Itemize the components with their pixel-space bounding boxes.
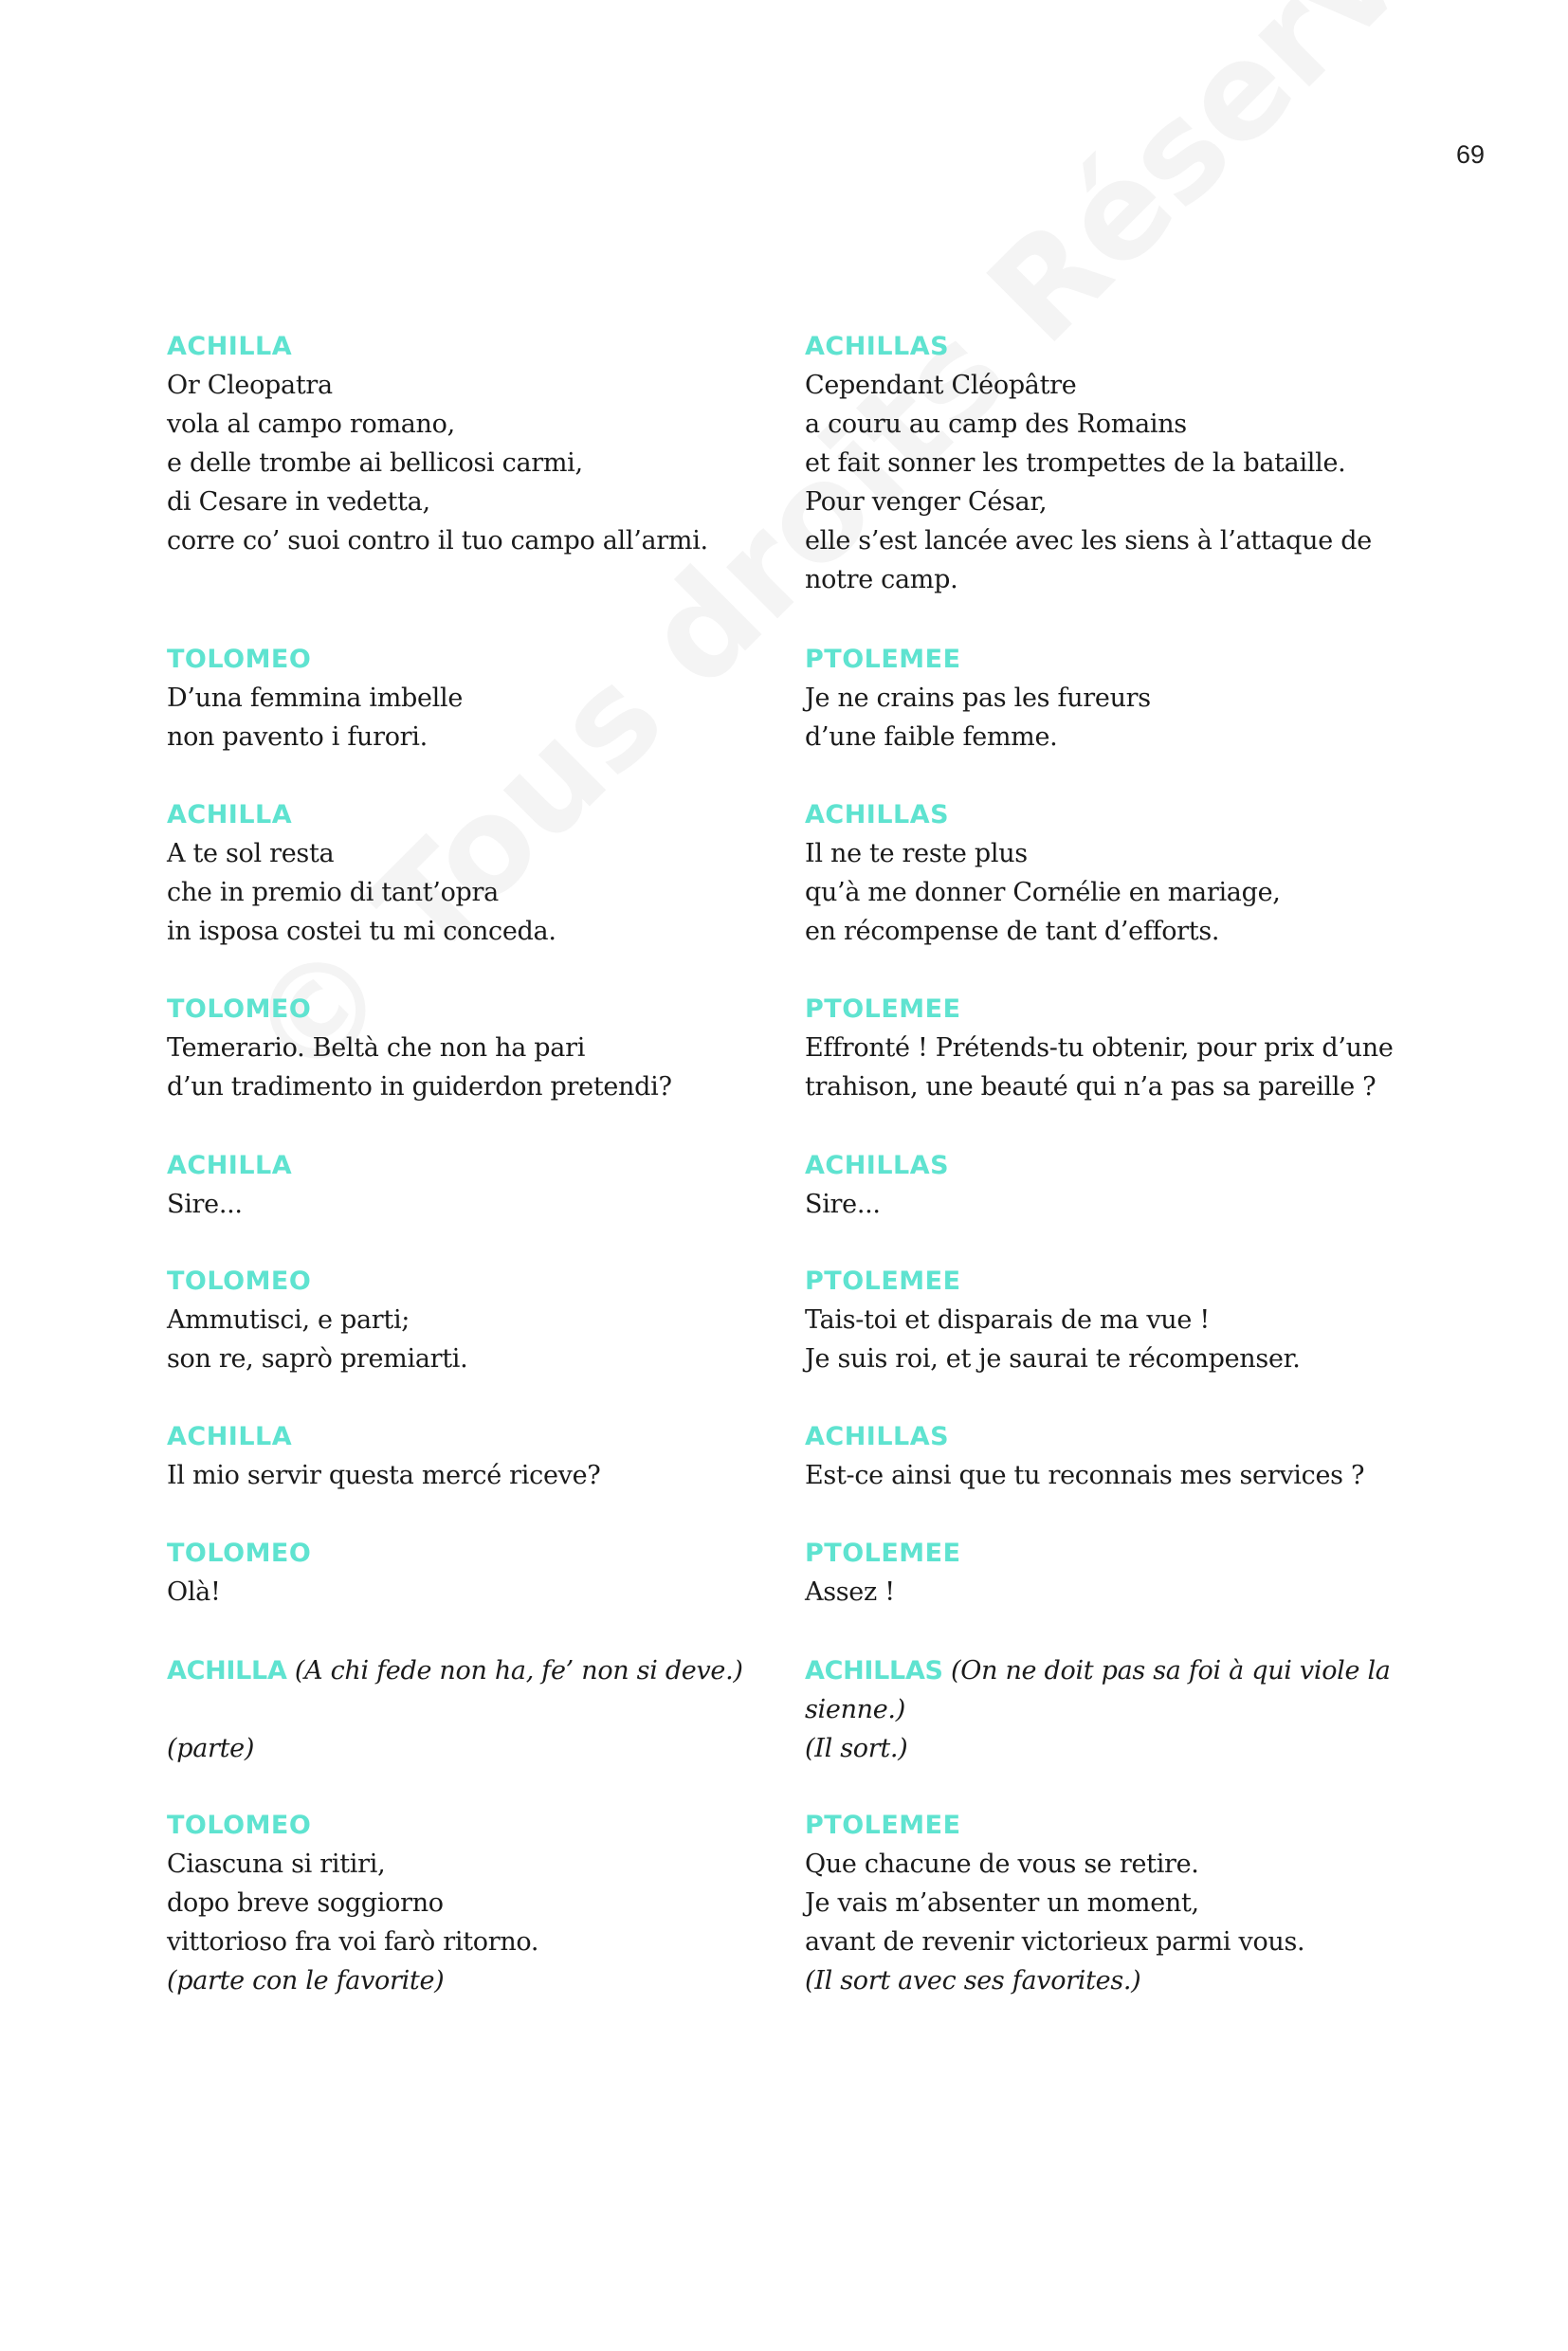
- dialogue-block: [167, 1263, 755, 1378]
- speaker-name: PTOLEMEE: [805, 994, 961, 1024]
- verse-line: Tais-toi et disparais de ma vue !: [805, 1305, 1210, 1335]
- dialogue-block: [167, 1418, 755, 1495]
- dialogue-block: [167, 1535, 755, 1612]
- verse-line: avant de revenir victorieux parmi vous.: [805, 1927, 1305, 1957]
- verse-line: non pavento i furori.: [167, 722, 428, 752]
- speaker-name: ACHILLAS: [805, 1656, 943, 1686]
- dialogue-block: [805, 328, 1421, 599]
- verse-line: corre co’ suoi contro il tuo campo all’armi.: [167, 526, 708, 556]
- verse-line: di Cesare in vedetta,: [167, 487, 430, 517]
- verse-line: in isposa costei tu mi conceda.: [167, 917, 556, 946]
- verse-line: et fait sonner les trompettes de la bataille.: [805, 448, 1346, 478]
- speaker-name: PTOLEMEE: [805, 1539, 961, 1568]
- dialogue-block: [167, 991, 755, 1106]
- speaker-name: ACHILLAS: [805, 800, 950, 829]
- aside-text: (On ne doit pas sa foi à qui viole la sienne.): [805, 1656, 1391, 1724]
- dialogue-block: [167, 1807, 755, 2000]
- speaker-name: ACHILLA: [167, 1422, 293, 1451]
- dialogue-block: [167, 1651, 755, 1768]
- verse-line: Sire...: [167, 1190, 243, 1219]
- aside-text: (A chi fede non ha, fe’ non si deve.): [294, 1656, 743, 1686]
- verse-line: son re, saprò premiarti.: [167, 1344, 468, 1374]
- dialogue-block: [805, 796, 1421, 951]
- verse-line: A te sol resta: [167, 839, 335, 868]
- speaker-name: TOLOMEO: [167, 1267, 312, 1296]
- stage-direction: (Il sort.): [805, 1734, 908, 1763]
- dialogue-block: [167, 796, 755, 951]
- aside-line: [167, 1651, 755, 1690]
- speaker-name: ACHILLAS: [805, 1151, 950, 1180]
- verse-line: e delle trombe ai bellicosi carmi,: [167, 448, 583, 478]
- speaker-name: TOLOMEO: [167, 1539, 312, 1568]
- verse-line: Ciascuna si ritiri,: [167, 1850, 386, 1879]
- speaker-name: TOLOMEO: [167, 994, 312, 1024]
- dialogue-block: [805, 1807, 1421, 2000]
- dialogue-block: [805, 1147, 1421, 1224]
- verse-line: qu’à me donner Cornélie en mariage,: [805, 878, 1281, 907]
- verse-line: vola al campo romano,: [167, 410, 455, 439]
- speaker-name: TOLOMEO: [167, 645, 312, 674]
- dialogue-block: [805, 991, 1421, 1106]
- speaker-name: ACHILLA: [167, 1656, 287, 1686]
- stage-direction: (parte): [167, 1734, 255, 1763]
- dialogue-block: [805, 1263, 1421, 1378]
- dialogue-block: [805, 641, 1421, 756]
- speaker-name: ACHILLA: [167, 1151, 293, 1180]
- verse-line: en récompense de tant d’efforts.: [805, 917, 1220, 946]
- verse-line: elle s’est lancée avec les siens à l’attaque de: [805, 526, 1372, 556]
- verse-line: Que chacune de vous se retire.: [805, 1850, 1199, 1879]
- verse-line: Je suis roi, et je saurai te récompenser.: [805, 1344, 1301, 1374]
- verse-line: dopo breve soggiorno: [167, 1888, 444, 1918]
- verse-line: d’une faible femme.: [805, 722, 1058, 752]
- verse-line: Il mio servir questa mercé riceve?: [167, 1461, 601, 1490]
- stage-direction: (Il sort avec ses favorites.): [805, 1966, 1141, 1996]
- verse-line: Il ne te reste plus: [805, 839, 1028, 868]
- verse-line: Effronté ! Prétends-tu obtenir, pour prix d’une: [805, 1033, 1394, 1063]
- verse-line: Temerario. Beltà che non ha pari: [167, 1033, 586, 1063]
- verse-line: Je vais m’absenter un moment,: [805, 1888, 1199, 1918]
- dialogue-block: [167, 641, 755, 756]
- verse-line: Olà!: [167, 1577, 221, 1607]
- verse-line: trahison, une beauté qui n’a pas sa pareille ?: [805, 1072, 1377, 1102]
- speaker-name: PTOLEMEE: [805, 645, 961, 674]
- stage-direction: (parte con le favorite): [167, 1966, 445, 1996]
- page-number: 69: [1455, 140, 1485, 169]
- dialogue-block: [805, 1418, 1421, 1495]
- verse-line: Pour venger César,: [805, 487, 1048, 517]
- speaker-name: PTOLEMEE: [805, 1811, 961, 1840]
- dialogue-block: [805, 1651, 1421, 1768]
- speaker-name: ACHILLA: [167, 800, 293, 829]
- verse-line: D’una femmina imbelle: [167, 683, 464, 713]
- speaker-name: PTOLEMEE: [805, 1267, 961, 1296]
- verse-line: Assez !: [805, 1577, 895, 1607]
- verse-line: d’un tradimento in guiderdon pretendi?: [167, 1072, 672, 1102]
- speaker-name: ACHILLA: [167, 332, 293, 361]
- verse-line: che in premio di tant’opra: [167, 878, 499, 907]
- speaker-name: ACHILLAS: [805, 1422, 950, 1451]
- verse-line: Or Cleopatra: [167, 371, 333, 400]
- speaker-name: ACHILLAS: [805, 332, 950, 361]
- verse-line: a couru au camp des Romains: [805, 410, 1187, 439]
- verse-line: Cependant Cléopâtre: [805, 371, 1077, 400]
- verse-line: Je ne crains pas les fureurs: [805, 683, 1151, 713]
- verse-line: vittorioso fra voi farò ritorno.: [167, 1927, 539, 1957]
- verse-line: Sire...: [805, 1190, 881, 1219]
- verse-line: Ammutisci, e parti;: [167, 1305, 410, 1335]
- dialogue-block: [805, 1535, 1421, 1612]
- verse-line: notre camp.: [805, 565, 958, 594]
- aside-line: [805, 1651, 1412, 1729]
- verse-line: Est-ce ainsi que tu reconnais mes services ?: [805, 1461, 1365, 1490]
- speaker-name: TOLOMEO: [167, 1811, 312, 1840]
- dialogue-block: [167, 1147, 755, 1224]
- dialogue-block: [167, 328, 755, 560]
